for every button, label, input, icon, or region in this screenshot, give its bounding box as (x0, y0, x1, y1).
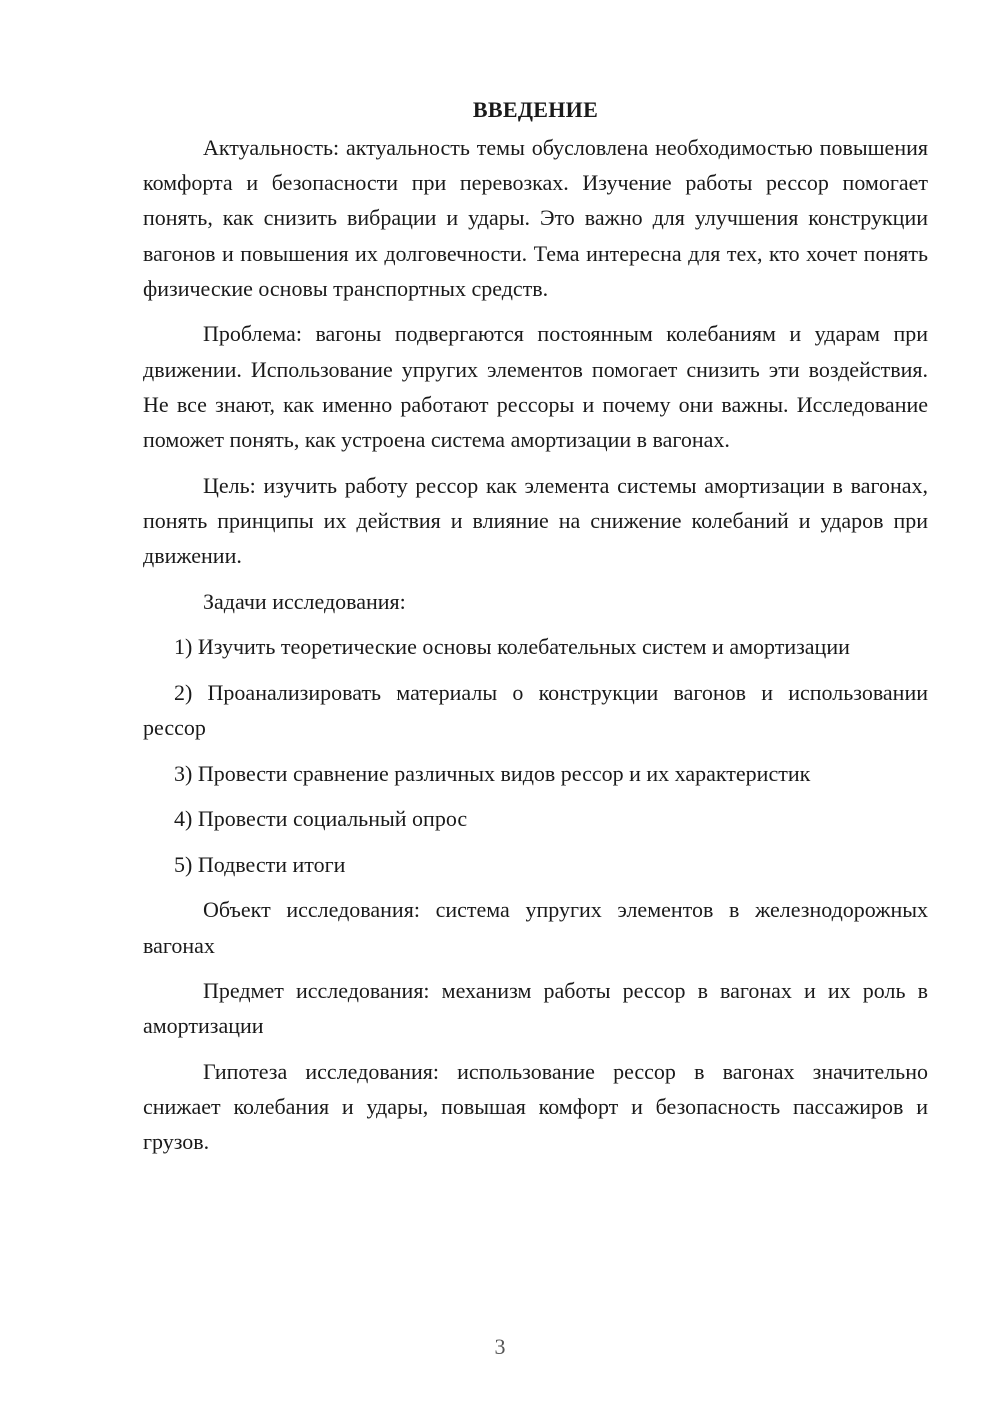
paragraph-hypothesis: Гипотеза исследования: использование рессор в вагонах значительно снижает колебания и удары, повышая комфорт и безопасность пассажиров и грузов. (143, 1058, 928, 1155)
paragraph-relevance: Актуальность: актуальность темы обусловлена необходимостью повышения комфорта и безопасности при перевозках. Изучение работы рессор помогает понять, как снизить вибрации и удары. Это важно для улучшения конструкции вагонов и повышения их долговечности. Тема интересна для тех, кто хочет понять физические основы транспортных средств. (143, 135, 928, 301)
task-item-2: 2) Проанализировать материалы о конструкции вагонов и использовании рессор (143, 679, 928, 740)
paragraph-goal: Цель: изучить работу рессор как элемента системы амортизации в вагонах, понять принципы их действия и влияние на снижение колебаний и ударов при движении. (143, 472, 928, 569)
tasks-heading: Задачи исследования: (203, 588, 406, 614)
task-item-4: 4) Провести социальный опрос (174, 806, 468, 832)
task-item-3: 3) Провести сравнение различных видов рессор и их характеристик (174, 760, 811, 786)
paragraph-subject: Предмет исследования: механизм работы рессор в вагонах и их роль в амортизации (143, 978, 928, 1039)
page-number: 3 (494, 1334, 506, 1359)
task-item-1: 1) Изучить теоретические основы колебательных систем и амортизации (174, 634, 850, 660)
document-page (143, 92, 928, 1170)
paragraph-problem: Проблема: вагоны подвергаются постоянным колебаниям и ударам при движении. Использование упругих элементов помогает снизить эти воздействия. Не все знают, как именно работают рессоры и почему они важны. Исследование поможет понять, как устроена система амортизации в вагонах. (143, 321, 928, 453)
page-title: ВВЕДЕНИЕ (472, 97, 599, 122)
task-item-5: 5) Подвести итоги (174, 851, 346, 877)
paragraph-object: Объект исследования: система упругих элементов в железнодорожных вагонах (143, 897, 928, 958)
